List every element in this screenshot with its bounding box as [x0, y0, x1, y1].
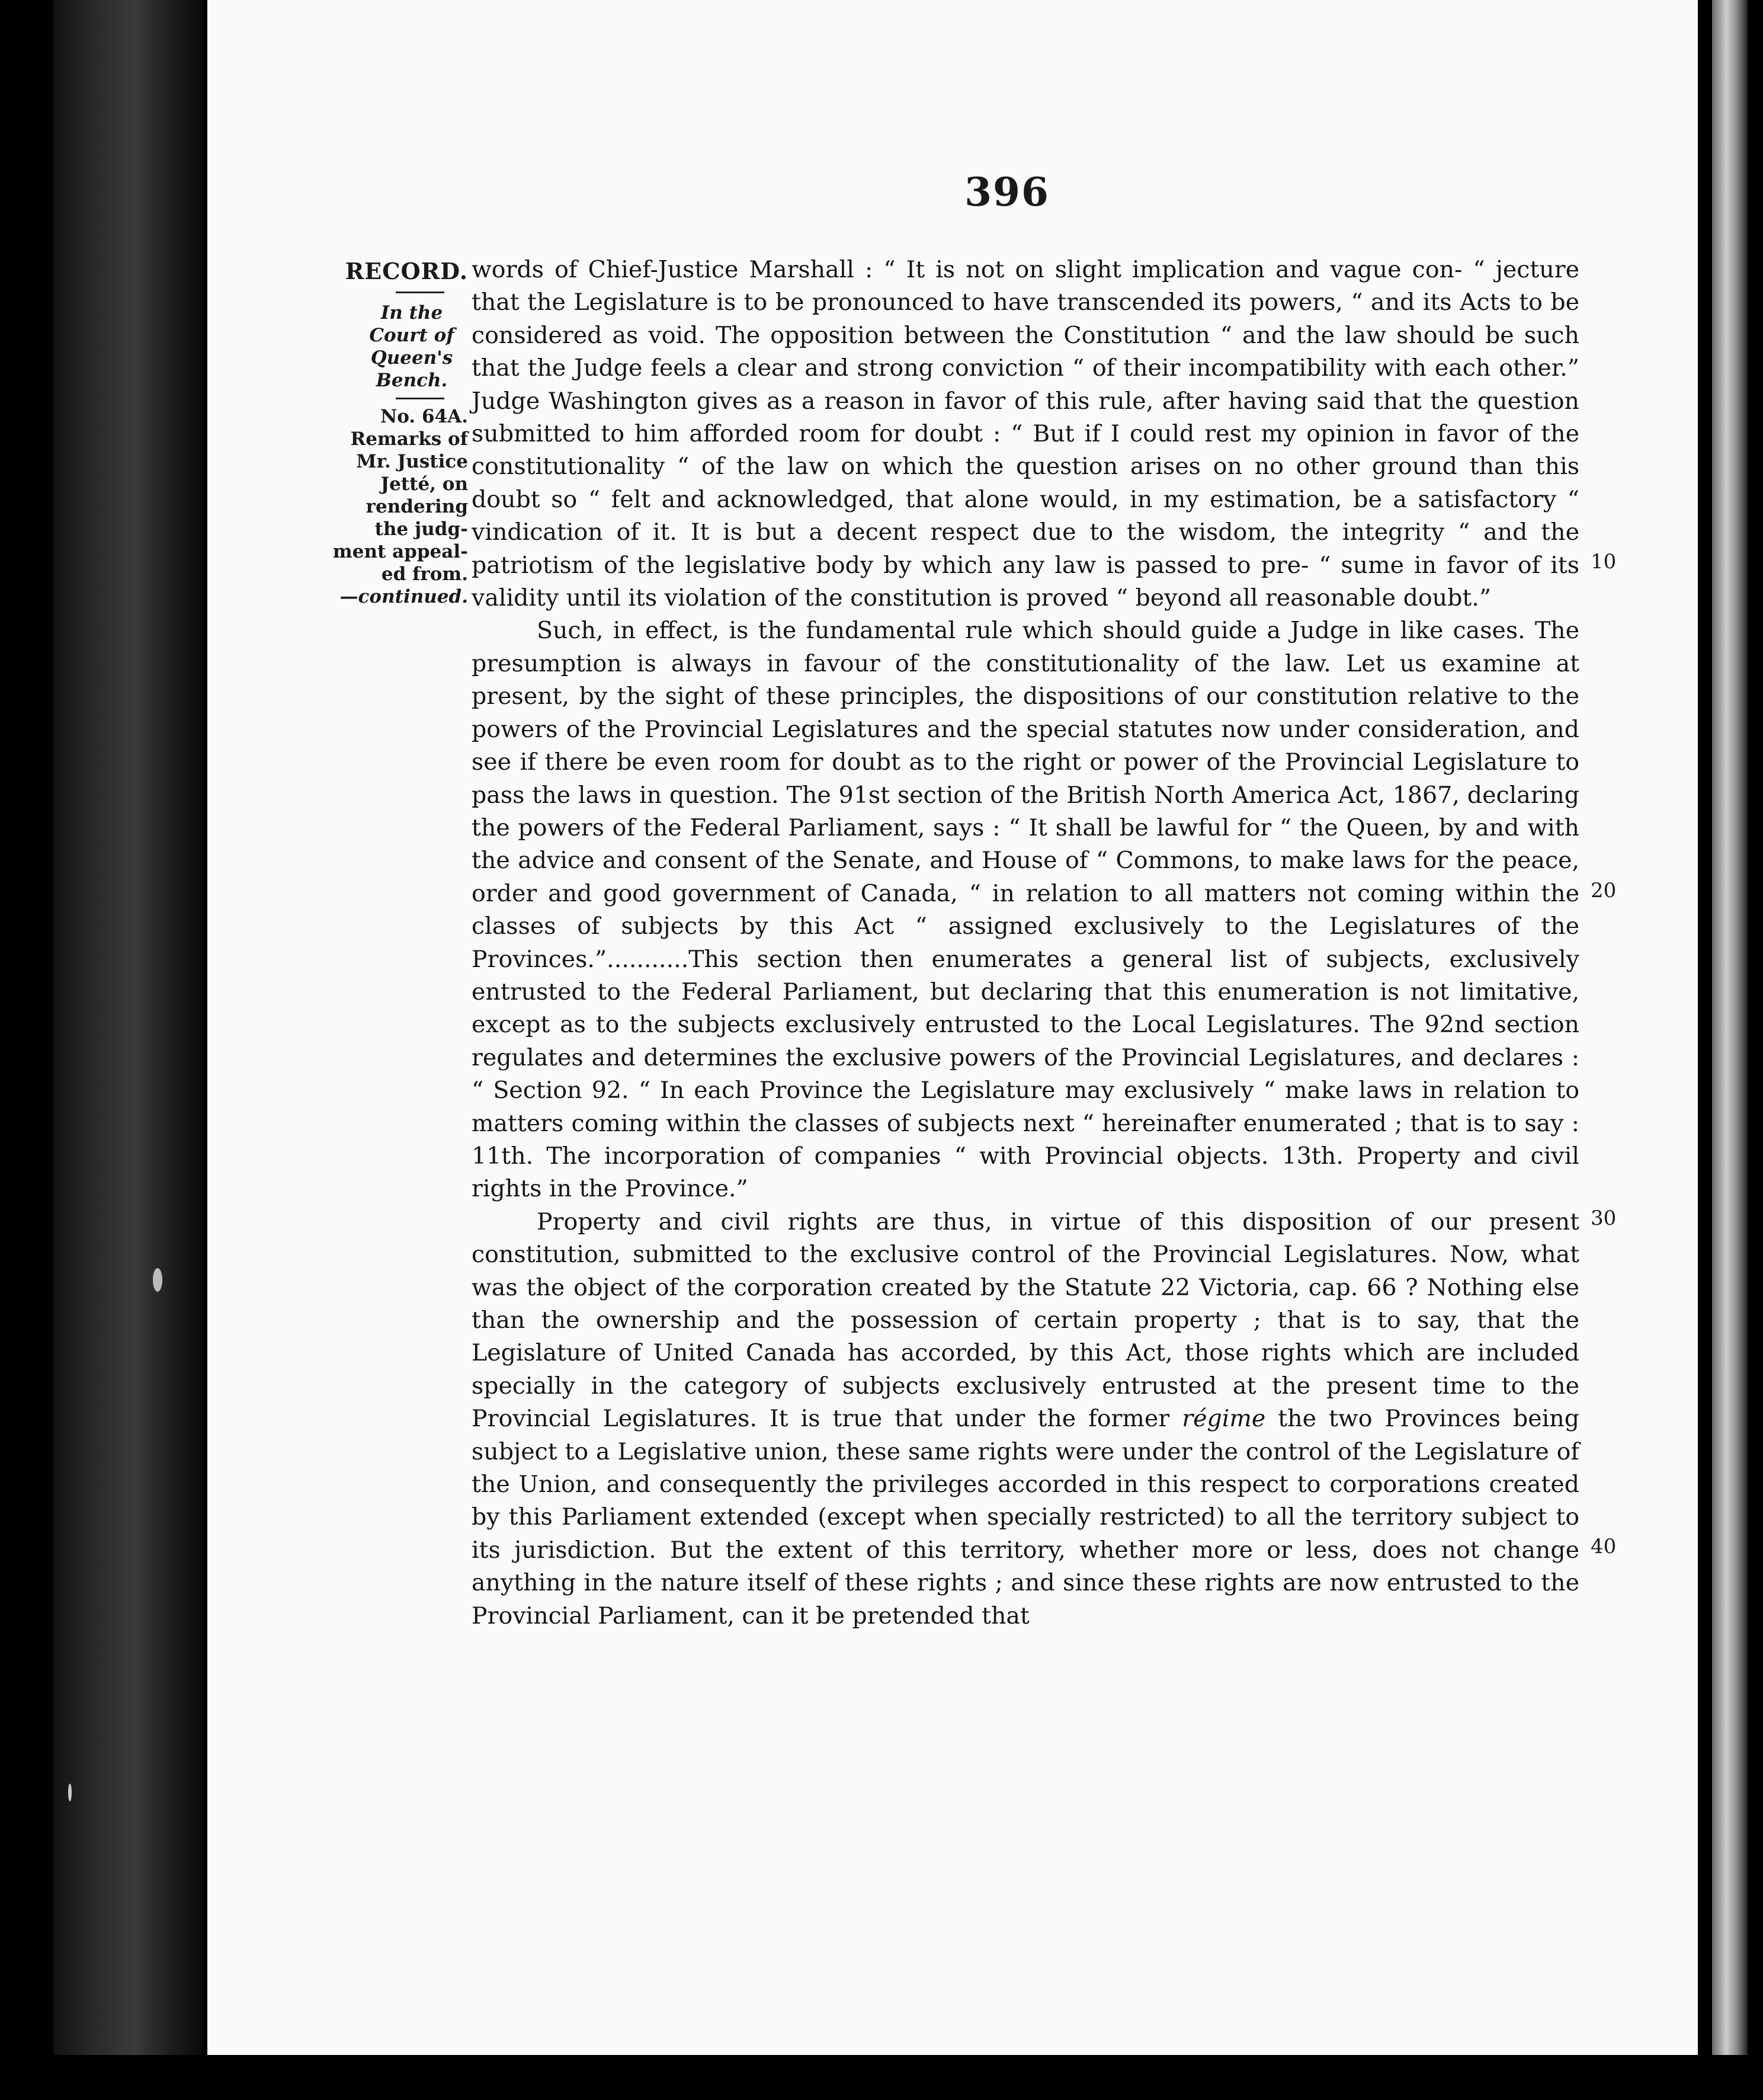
remarks-line: rendering — [366, 496, 468, 517]
line-number: 30 — [1591, 1206, 1617, 1230]
continued-label: —continued. — [339, 586, 468, 607]
paragraph-text: Property and civil rights are thus, in virtue of this disposition of our present constitution, submitted to the exclusive control of the Provincial Legislatures. Now, what was the object of the corporation created by the Statute 22 Victoria, cap. 66 ? Nothing else than the ownership and the possession of certain property ; that is to say, that the Legislature of United Canada has accorded, by this Act, those rights which are included specially in the category of subjects exclusively entrusted at the present time to the Provincial Legislatures. It is true that under the former — [472, 1208, 1579, 1433]
paragraph-text: the two Provinces being subject to a Legislative union, these same rights were under the control of the Legislature of the Union, and consequently the privileges accorded in this respect to corporations created by this Parliament extended (except when specially restricted) to all the territory subject to its jurisdiction. But the extent of this territory, whether more or less, does not change anything in the nature itself of these rights ; and since these rights are now entrusted to the Provincial Parliament, can it be pretended that — [472, 1405, 1579, 1630]
remarks-line: ment appeal- — [332, 541, 468, 562]
sidebar-rule — [396, 398, 444, 399]
paragraph: words of Chief-Justice Marshall : “ It is not on slight implication and vague con- “ jecture that the Legislature is to be pronounced to have transcended its powers, “ and its Acts to be considered as void. The opposition between the Constitution “ and the law should be such that the Judge feels a clear and strong conviction “ of their incompatibility with each other.” Judge Washington gives as a reason in favor of this rule, after having said that the question submitted to him afforded room for doubt : “ But if I could rest my opinion in favor of the constitutionality “ of the law on which the question arises on no other ground than this doubt so “ felt and acknowledged, that alone would, in my estimation, be a satisfactory “ vindication of it. It is but a decent respect due to the wisdom, the integrity “ and the patriotism of the legislative body by which any law is passed to pre- “ sume in favor of its validity until its violation of the constitution is proved “ beyond all reasonable doubt.” — [472, 256, 1579, 612]
court-line: Queen's — [370, 347, 453, 369]
line-number: 10 — [1591, 550, 1617, 574]
scan-speck — [68, 1784, 72, 1801]
margin-sidebar — [320, 255, 468, 608]
adjacent-page-strip — [1712, 0, 1748, 2100]
document-reference — [320, 405, 468, 608]
remarks-line: No. 64A. — [380, 406, 468, 427]
scan-border-bottom — [0, 2055, 1763, 2100]
court-line: Bench. — [376, 370, 448, 391]
remarks-line: Remarks of — [350, 428, 468, 450]
italic-term: régime — [1182, 1405, 1266, 1433]
court-line: Court of — [369, 325, 454, 346]
paragraph: Such, in effect, is the fundamental rule which should guide a Judge in like cases. The presumption is always in favour of the constitutionality of the law. Let us examine at present, by the sight of these principles, the dispositions of our constitution relative to the powers of the Provincial Legislatures and the special statutes now under consideration, and see if there be even room for doubt as to the right or power of the Provincial Legislature to pass the laws in question. The 91st section of the British North America Act, 1867, declaring the powers of the Federal Parliament, says : “ It shall be lawful for “ the Queen, by and with the advice and consent of the Senate, and House of “ Commons, to make laws for the peace, order and good government of Canada, “ in relation to all matters not coming within the classes of subjects by this Act “ assigned exclusively to the Legislatures of the Provinces.”...........This section then enumerates a general list of subjects, exclusively entrusted to the Federal Parliament, but declaring that this enumeration is not limitative, except as to the subjects exclusively entrusted to the Local Legislatures. The 92nd section regulates and determines the exclusive powers of the Provincial Legislatures, and declares : “ Section 92. “ In each Province the Legislature may exclusively “ make laws in relation to matters coming within the classes of subjects next “ hereinafter enumerated ; that is to say : 11th. The incorporation of companies “ with Provincial objects. 13th. Property and civil rights in the Province.” — [472, 617, 1579, 1203]
body-text — [472, 254, 1579, 1632]
remarks-line: ed from. — [381, 564, 468, 585]
remarks-line: Jetté, on — [380, 473, 468, 495]
scan-speck — [153, 1268, 162, 1292]
line-number: 40 — [1591, 1535, 1617, 1558]
paragraph — [472, 1206, 1579, 1632]
sidebar-rule — [396, 292, 444, 293]
court-name — [320, 302, 468, 392]
page-number: 396 — [964, 169, 1050, 215]
remarks-line: the judg- — [374, 518, 468, 540]
court-line: In the — [380, 302, 443, 324]
line-number: 20 — [1591, 879, 1617, 902]
book-page-edge — [53, 0, 201, 2100]
record-label: RECORD. — [345, 258, 468, 284]
remarks-line: Mr. Justice — [356, 451, 468, 472]
